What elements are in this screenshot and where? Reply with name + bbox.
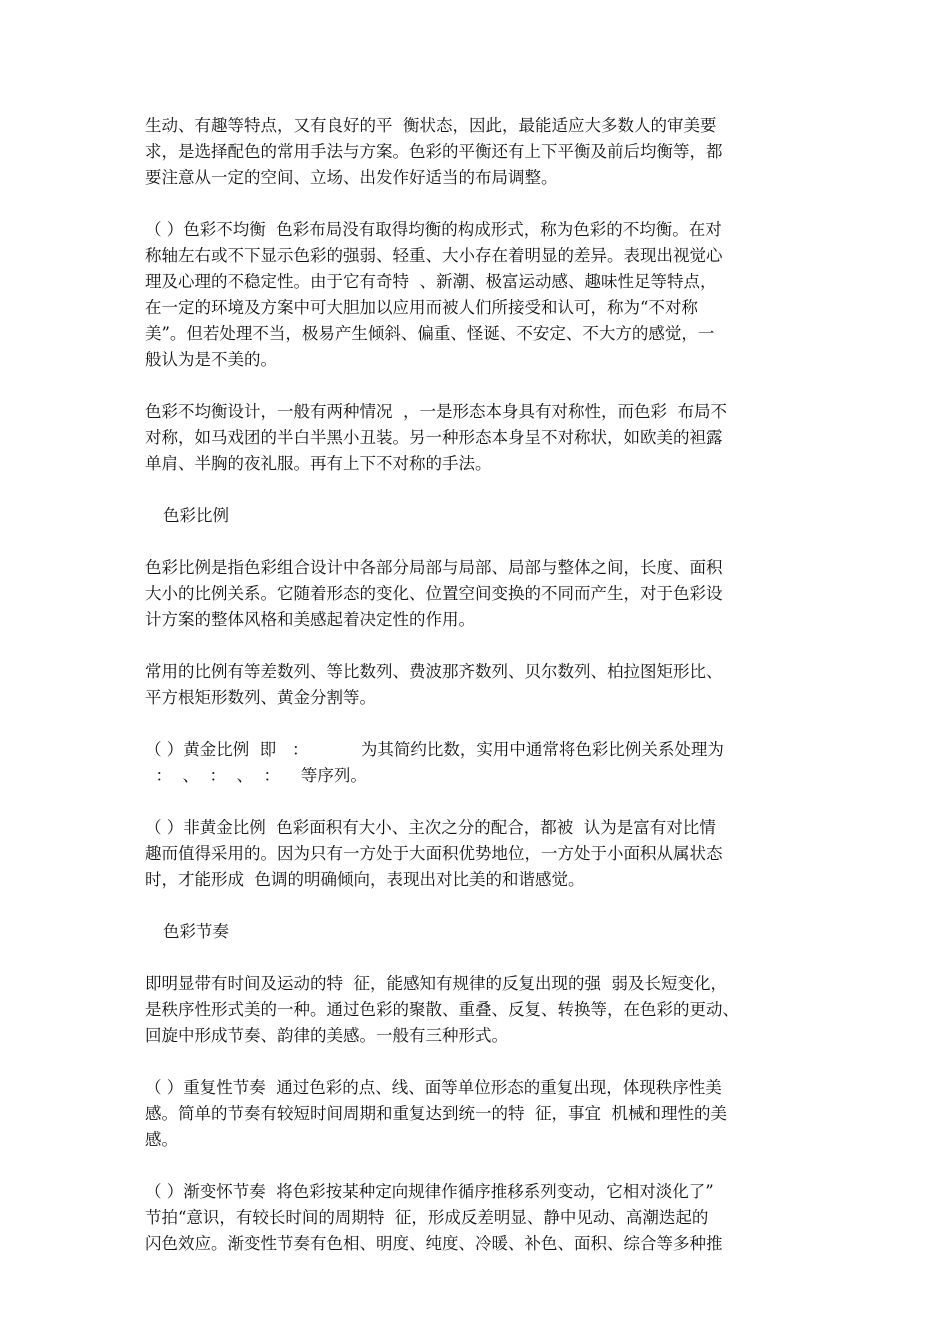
heading-text: 色彩比例 bbox=[163, 506, 229, 525]
text-line: 计方案的整体风格和美感起着决定性的作用。 bbox=[145, 610, 475, 629]
text-line: （ ）渐变怀节奏 将色彩按某种定向规律作循序推移系列变动，它相对淡化了” bbox=[145, 1182, 714, 1201]
text-line: 色彩比例是指色彩组合设计中各部分局部与局部、局部与整体之间，长度、面积 bbox=[145, 558, 723, 577]
paragraph-rhythm-definition bbox=[145, 971, 812, 1049]
text-line: 平方根矩形数列、黄金分割等。 bbox=[145, 688, 376, 707]
text-line: 感。简单的节奏有较短时间周期和重复达到统一的特 征，事宜 机械和理性的美 bbox=[145, 1104, 727, 1123]
text-line: ： 、 ： 、 ： 等序列。 bbox=[145, 766, 367, 785]
paragraph-imbalance-design bbox=[145, 399, 812, 477]
text-line: 般认为是不美的。 bbox=[145, 350, 277, 369]
text-line: （ ）黄金比例 即 ： 为其简约比数，实用中通常将色彩比例关系处理为 bbox=[145, 740, 724, 759]
text-line: 常用的比例有等差数列、等比数列、费波那齐数列、贝尔数列、柏拉图矩形比、 bbox=[145, 662, 723, 681]
text-line: 回旋中形成节奏、韵律的美感。一般有三种形式。 bbox=[145, 1026, 508, 1045]
text-line: 单肩、半胸的夜礼服。再有上下不对称的手法。 bbox=[145, 454, 492, 473]
section-heading-color-proportion bbox=[145, 503, 812, 529]
text-line: 色彩不均衡设计，一般有两种情况 ，一是形态本身具有对称性，而色彩 布局不 bbox=[145, 402, 727, 421]
text-line: 生动、有趣等特点，又有良好的平 衡状态，因此，最能适应大多数人的审美要 bbox=[145, 116, 717, 135]
text-line: 是秩序性形式美的一种。通过色彩的聚散、重叠、反复、转换等，在色彩的更动、 bbox=[145, 1000, 739, 1019]
text-line: （ ）色彩不均衡 色彩布局没有取得均衡的构成形式，称为色彩的不均衡。在对 bbox=[145, 220, 722, 239]
text-line: 闪色效应。渐变性节奏有色相、明度、纯度、冷暖、补色、面积、综合等多种推 bbox=[145, 1234, 723, 1253]
document-page bbox=[145, 113, 812, 1283]
text-line: 对称，如马戏团的半白半黑小丑装。另一种形态本身呈不对称状，如欧美的袒露 bbox=[145, 428, 723, 447]
text-line: （ ）重复性节奏 通过色彩的点、线、面等单位形态的重复出现，体现秩序性美 bbox=[145, 1078, 722, 1097]
paragraph-color-imbalance bbox=[145, 217, 812, 373]
paragraph-golden-ratio bbox=[145, 737, 812, 789]
paragraph-proportion-definition bbox=[145, 555, 812, 633]
paragraph-balance-continued bbox=[145, 113, 812, 191]
text-line: 要注意从一定的空间、立场、出发作好适当的布局调整。 bbox=[145, 168, 558, 187]
text-line: 美”。但若处理不当，极易产生倾斜、偏重、怪诞、不安定、不大方的感觉，一 bbox=[145, 324, 715, 343]
paragraph-repetitive-rhythm bbox=[145, 1075, 812, 1153]
text-line: 称轴左右或不下显示色彩的强弱、轻重、大小存在着明显的差异。表现出视觉心 bbox=[145, 246, 723, 265]
paragraph-gradient-rhythm bbox=[145, 1179, 812, 1257]
heading-text: 色彩节奏 bbox=[163, 922, 229, 941]
text-line: 大小的比例关系。它随着形态的变化、位置空间变换的不同而产生，对于色彩设 bbox=[145, 584, 723, 603]
text-line: 求，是选择配色的常用手法与方案。色彩的平衡还有上下平衡及前后均衡等，都 bbox=[145, 142, 723, 161]
text-line: 即明显带有时间及运动的特 征，能感知有规律的反复出现的强 弱及长短变化， bbox=[145, 974, 727, 993]
text-line: 趣而值得采用的。因为只有一方处于大面积优势地位，一方处于小面积从属状态 bbox=[145, 844, 723, 863]
section-heading-color-rhythm bbox=[145, 919, 812, 945]
text-line: 在一定的环境及方案中可大胆加以应用而被人们所接受和认可，称为“不对称 bbox=[145, 298, 698, 317]
text-line: 节拍“意识，有较长时间的周期特 征，形成反差明显、静中见动、高潮迭起的 bbox=[145, 1208, 709, 1227]
text-line: 感。 bbox=[145, 1130, 178, 1149]
text-line: 理及心理的不稳定性。由于它有奇特 、新潮、极富运动感、趣味性足等特点， bbox=[145, 272, 717, 291]
text-line: （ ）非黄金比例 色彩面积有大小、主次之分的配合，都被 认为是富有对比情 bbox=[145, 818, 716, 837]
paragraph-common-proportions bbox=[145, 659, 812, 711]
paragraph-non-golden-ratio bbox=[145, 815, 812, 893]
text-line: 时，才能形成 色调的明确倾向，表现出对比美的和谐感觉。 bbox=[145, 870, 585, 889]
